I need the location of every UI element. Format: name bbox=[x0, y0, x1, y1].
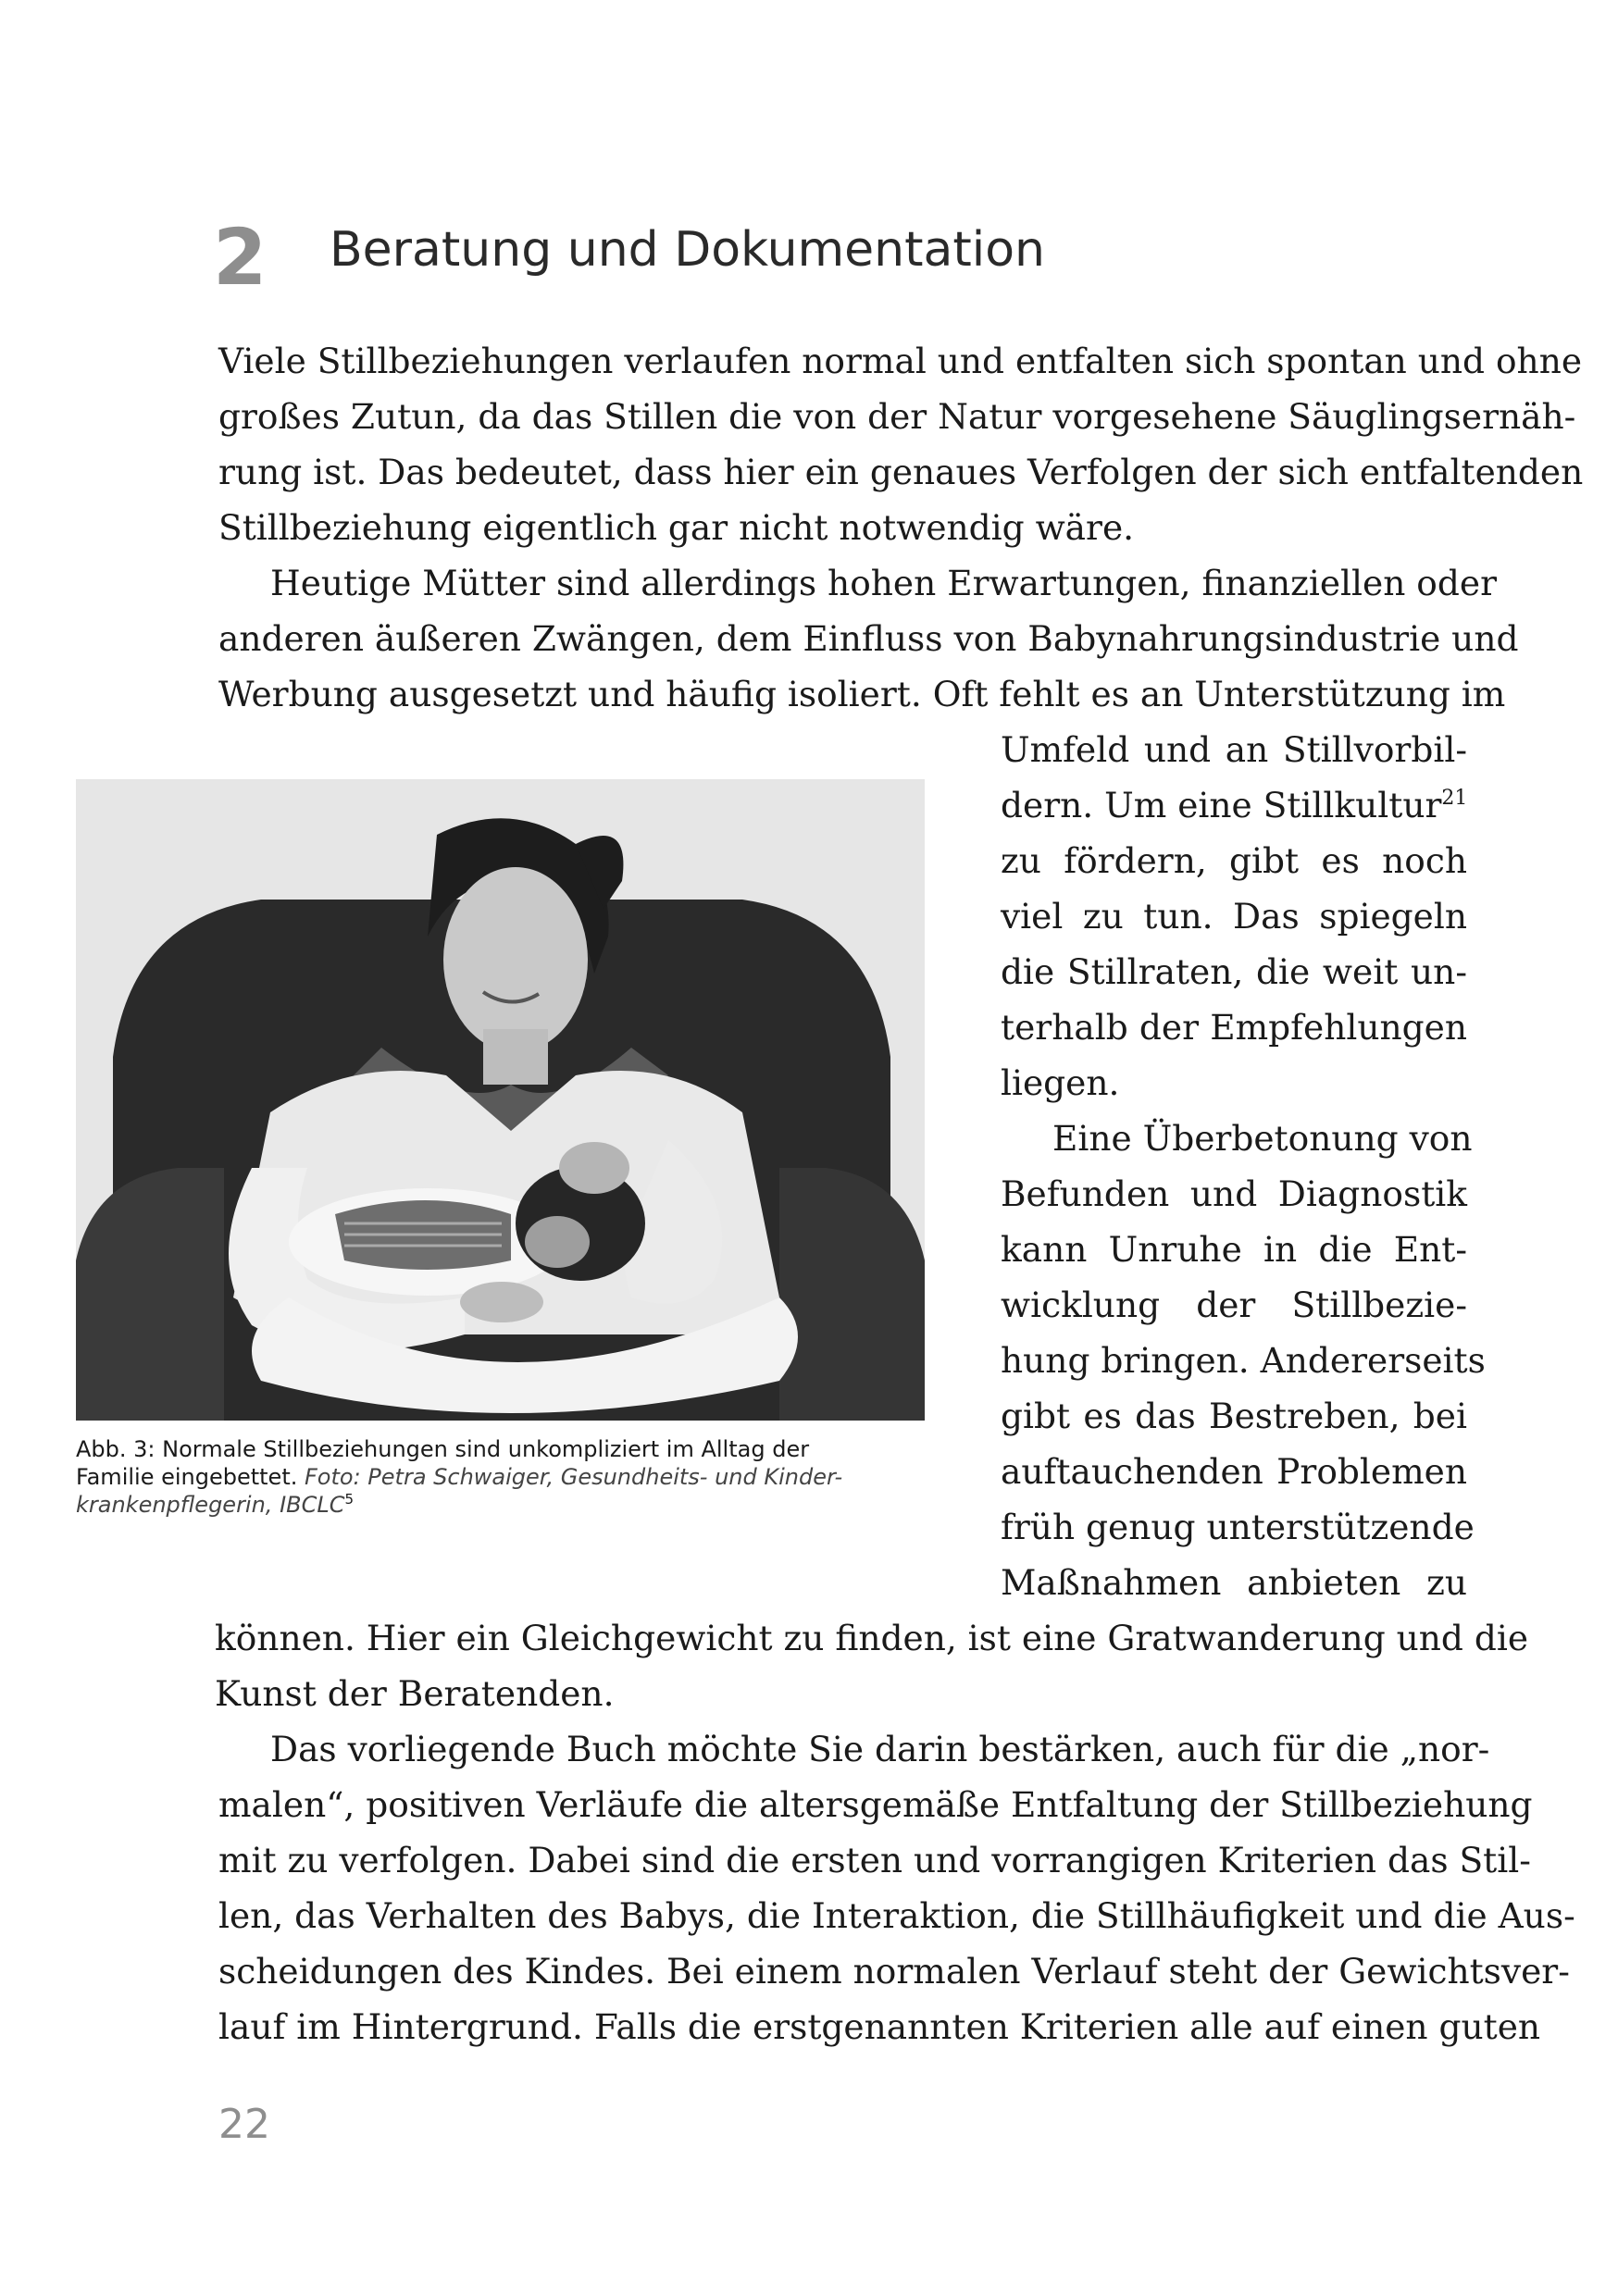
body-line: früh genug unterstützende bbox=[1001, 1507, 1475, 1547]
figure-photo bbox=[76, 779, 925, 1421]
body-line: Das vorliegende Buch möchte Sie darin bestärken, auch für die „nor- bbox=[270, 1729, 1490, 1769]
figure-caption bbox=[76, 1463, 925, 1491]
body-line: liegen. bbox=[1001, 1062, 1120, 1103]
body-line: auftauchenden Problemen bbox=[1001, 1451, 1467, 1492]
body-line: Befunden und Diagnostik bbox=[1001, 1173, 1467, 1214]
figure-caption: Abb. 3: Normale Stillbeziehungen sind unkompliziert im Alltag der bbox=[76, 1436, 810, 1462]
endnote-ref: 5 bbox=[344, 1491, 355, 1508]
body-line: Umfeld und an Stillvorbil- bbox=[1001, 729, 1467, 770]
body-line-text: dern. Um eine Stillkultur bbox=[1001, 785, 1442, 825]
body-line: Stillbeziehung eigentlich gar nicht notwendig wäre. bbox=[218, 507, 1135, 548]
page-number: 22 bbox=[218, 2101, 270, 2148]
body-line: können. Hier ein Gleichgewicht zu finden, ist eine Gratwanderung und die bbox=[215, 1618, 1529, 1658]
body-line: wicklung der Stillbezie- bbox=[1001, 1285, 1467, 1325]
body-line: mit zu verfolgen. Dabei sind die ersten und vorrangigen Kriterien das Stil- bbox=[218, 1840, 1531, 1880]
breastfeeding-photo-illustration bbox=[76, 779, 925, 1421]
figure-caption bbox=[76, 1491, 925, 1519]
body-line: großes Zutun, da das Stillen die von der Natur vorgesehene Säuglingsernäh- bbox=[218, 396, 1576, 437]
body-line: zu fördern, gibt es noch bbox=[1001, 840, 1467, 881]
caption-text: Familie eingebettet. bbox=[76, 1464, 298, 1490]
body-line: Kunst der Beratenden. bbox=[215, 1673, 615, 1714]
body-line: viel zu tun. Das spiegeln bbox=[1001, 896, 1467, 937]
chapter-number: 2 bbox=[213, 212, 268, 303]
body-line: Werbung ausgesetzt und häufig isoliert. Oft fehlt es an Unterstützung im bbox=[218, 674, 1506, 714]
body-line: Eine Überbetonung von bbox=[1052, 1118, 1473, 1159]
body-line: anderen äußeren Zwängen, dem Einfluss von Babynahrungsindustrie und bbox=[218, 618, 1519, 659]
body-line: Maßnahmen anbieten zu bbox=[1001, 1562, 1467, 1603]
photo-credit: Foto: Petra Schwaiger, Gesundheits- und Kinder- bbox=[305, 1464, 843, 1490]
body-line: malen“, positiven Verläufe die altersgemäße Entfaltung der Stillbeziehung bbox=[218, 1784, 1533, 1825]
body-line: die Stillraten, die weit un- bbox=[1001, 951, 1467, 992]
body-line: Heutige Mütter sind allerdings hohen Erwartungen, finanziellen oder bbox=[270, 563, 1498, 603]
body-line: gibt es das Bestreben, bei bbox=[1001, 1396, 1467, 1436]
body-line: len, das Verhalten des Babys, die Interaktion, die Stillhäufigkeit und die Aus- bbox=[218, 1895, 1575, 1936]
body-line: lauf im Hintergrund. Falls die erstgenannten Kriterien alle auf einen guten bbox=[218, 2006, 1541, 2047]
photo-credit: krankenpflegerin, IBCLC bbox=[76, 1492, 345, 1518]
body-line: rung ist. Das bedeutet, dass hier ein genaues Verfolgen der sich entfaltenden bbox=[218, 452, 1584, 492]
body-line: kann Unruhe in die Ent- bbox=[1001, 1229, 1467, 1270]
chapter-title: Beratung und Dokumentation bbox=[330, 222, 1045, 278]
body-line: terhalb der Empfehlungen bbox=[1001, 1007, 1467, 1048]
body-line: scheidungen des Kindes. Bei einem normalen Verlauf steht der Gewichtsver- bbox=[218, 1951, 1570, 1992]
body-line: hung bringen. Andererseits bbox=[1001, 1340, 1486, 1381]
body-line bbox=[1001, 777, 1467, 833]
body-line: Viele Stillbeziehungen verlaufen normal und entfalten sich spontan und ohne bbox=[218, 341, 1583, 381]
footnote-ref: 21 bbox=[1441, 787, 1468, 810]
